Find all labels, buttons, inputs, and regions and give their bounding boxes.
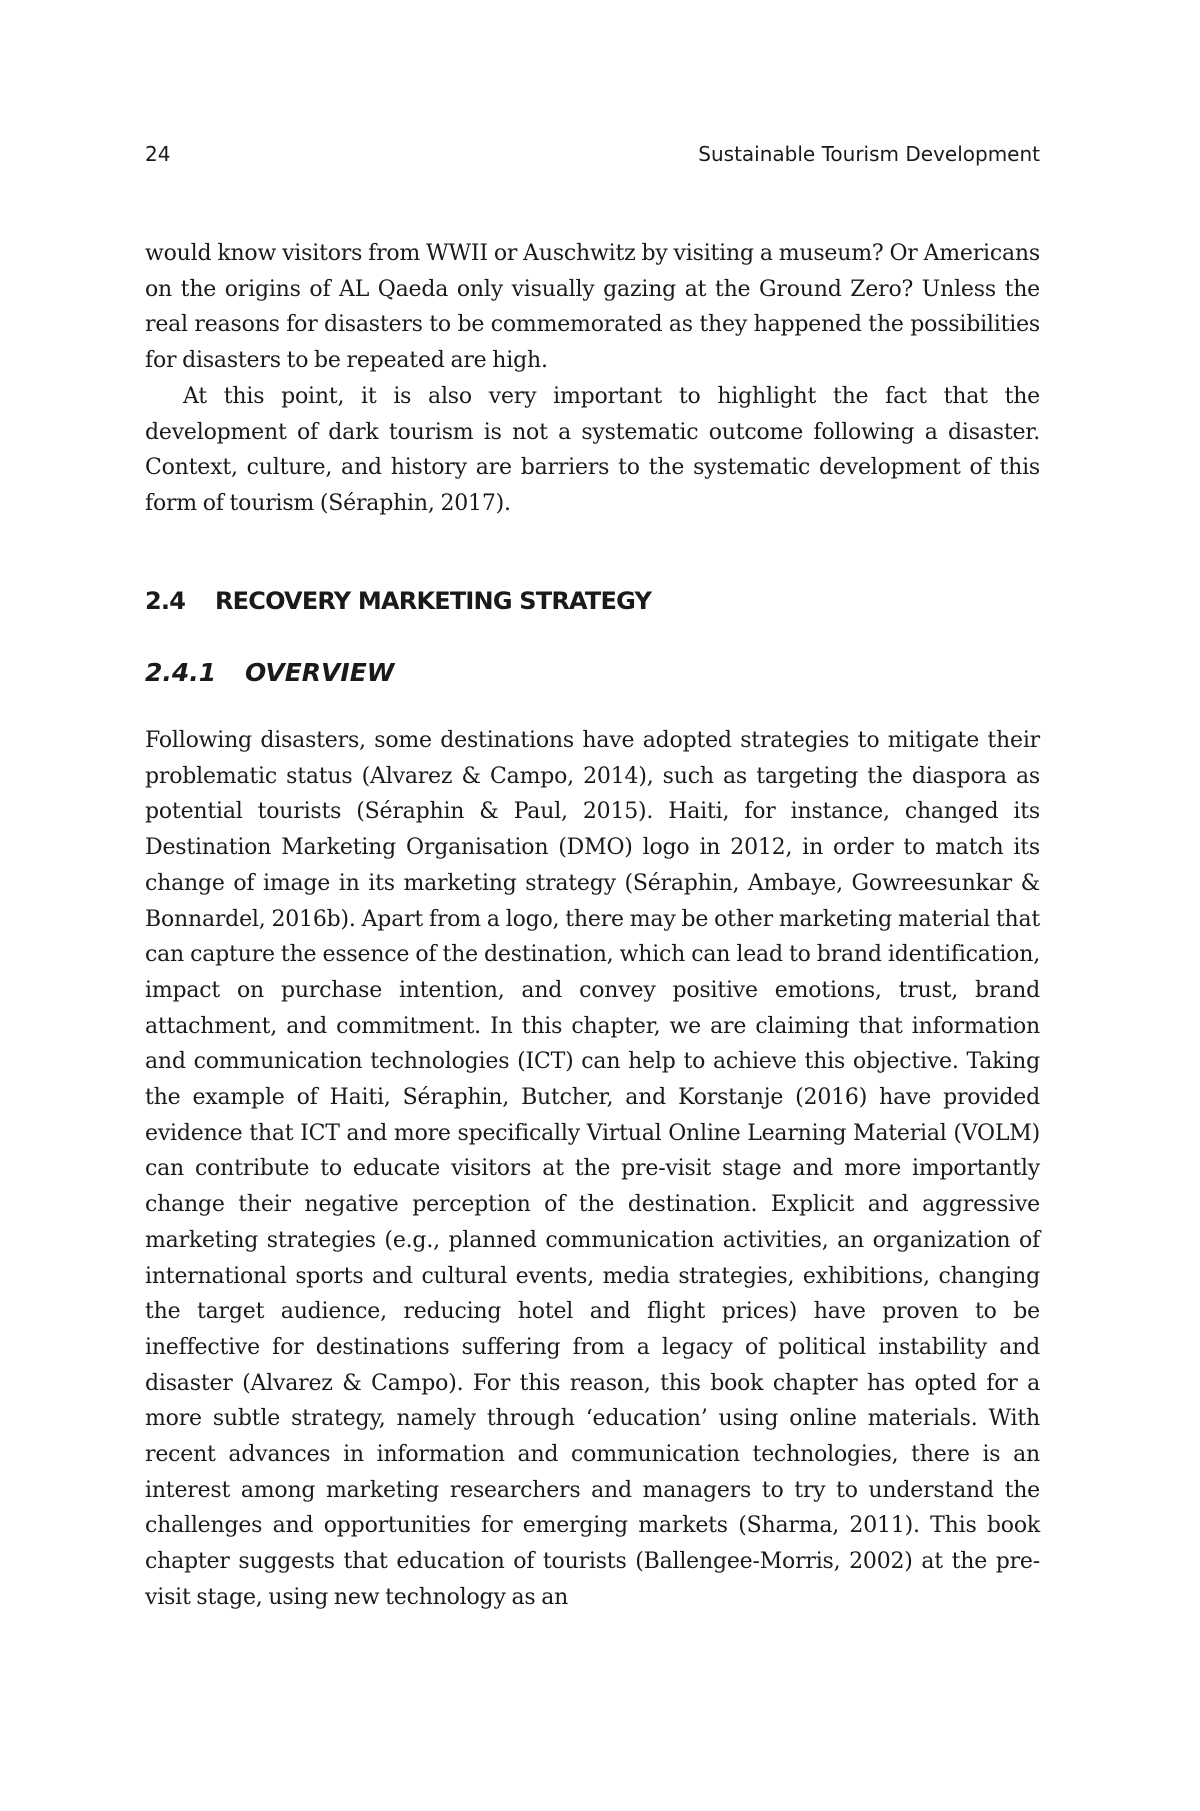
subsection-title: OVERVIEW bbox=[245, 658, 395, 687]
section-heading bbox=[145, 587, 1040, 615]
section-title: RECOVERY MARKETING STRATEGY bbox=[215, 587, 652, 615]
overview-text-block bbox=[145, 723, 1040, 1616]
running-head bbox=[145, 142, 1040, 176]
paragraph-continued: would know visitors from WWII or Auschwitz by visiting a museum? Or Americans on the origins of AL Qaeda only visually gazing at the Ground Zero? Unless the real reasons for disasters to be commemorated as they happened the possibilities for disasters to be repeated are high. bbox=[145, 241, 1040, 374]
subsection-heading bbox=[145, 658, 1040, 687]
paragraph-dark-tourism: At this point, it is also very important to highlight the fact that the development of dark tourism is not a systematic outcome following a disaster. Context, culture, and history are barriers to the systematic development of this form of tourism (Séraphin, 2017). bbox=[145, 383, 1040, 516]
paragraph-overview: Following disasters, some destinations have adopted strategies to mitigate their problematic status (Alvarez & Campo, 2014), such as targeting the diaspora as potential tourists (Séraphin & Paul, 2015). Haiti, for instance, changed its Destination Marketing Organisation (DMO) logo in 2012, in order to match its change of image in its marketing strategy (Séraphin, Ambaye, Gowreesunkar & Bonnardel, 2016b). Apart from a logo, there may be other marketing material that can capture the essence of the destination, which can lead to brand identification, impact on purchase intention, and convey positive emotions, trust, brand attachment, and commitment. In this chapter, we are claiming that information and communication technologies (ICT) can help to achieve this objective. Taking the example of Haiti, Séraphin, Butcher, and Korstanje (2016) have provided evidence that ICT and more specifically Virtual Online Learning Material (VOLM) can contribute to educate visitors at the pre-visit stage and more importantly change their negative perception of the destination. Explicit and aggressive marketing strategies (e.g., planned communication activities, an organization of international sports and cultural events, media strategies, exhibitions, changing the target audience, reducing hotel and flight prices) have proven to be ineffective for destinations suffering from a legacy of political instability and disaster (Alvarez & Campo). For this reason, this book chapter has opted for a more subtle strategy, namely through ‘education’ using online materials. With recent advances in information and communication technologies, there is an interest among marketing researchers and managers to try to understand the challenges and opportunities for emerging markets (Sharma, 2011). This book chapter suggests that education of tourists (Ballengee-Morris, 2002) at the pre-visit stage, using new technology as an bbox=[145, 728, 1040, 1610]
page-number: 24 bbox=[145, 142, 171, 166]
running-title: Sustainable Tourism Development bbox=[698, 142, 1040, 166]
subsection-number: 2.4.1 bbox=[145, 658, 217, 687]
continued-text-block bbox=[145, 236, 1040, 522]
section-number: 2.4 bbox=[145, 587, 186, 615]
